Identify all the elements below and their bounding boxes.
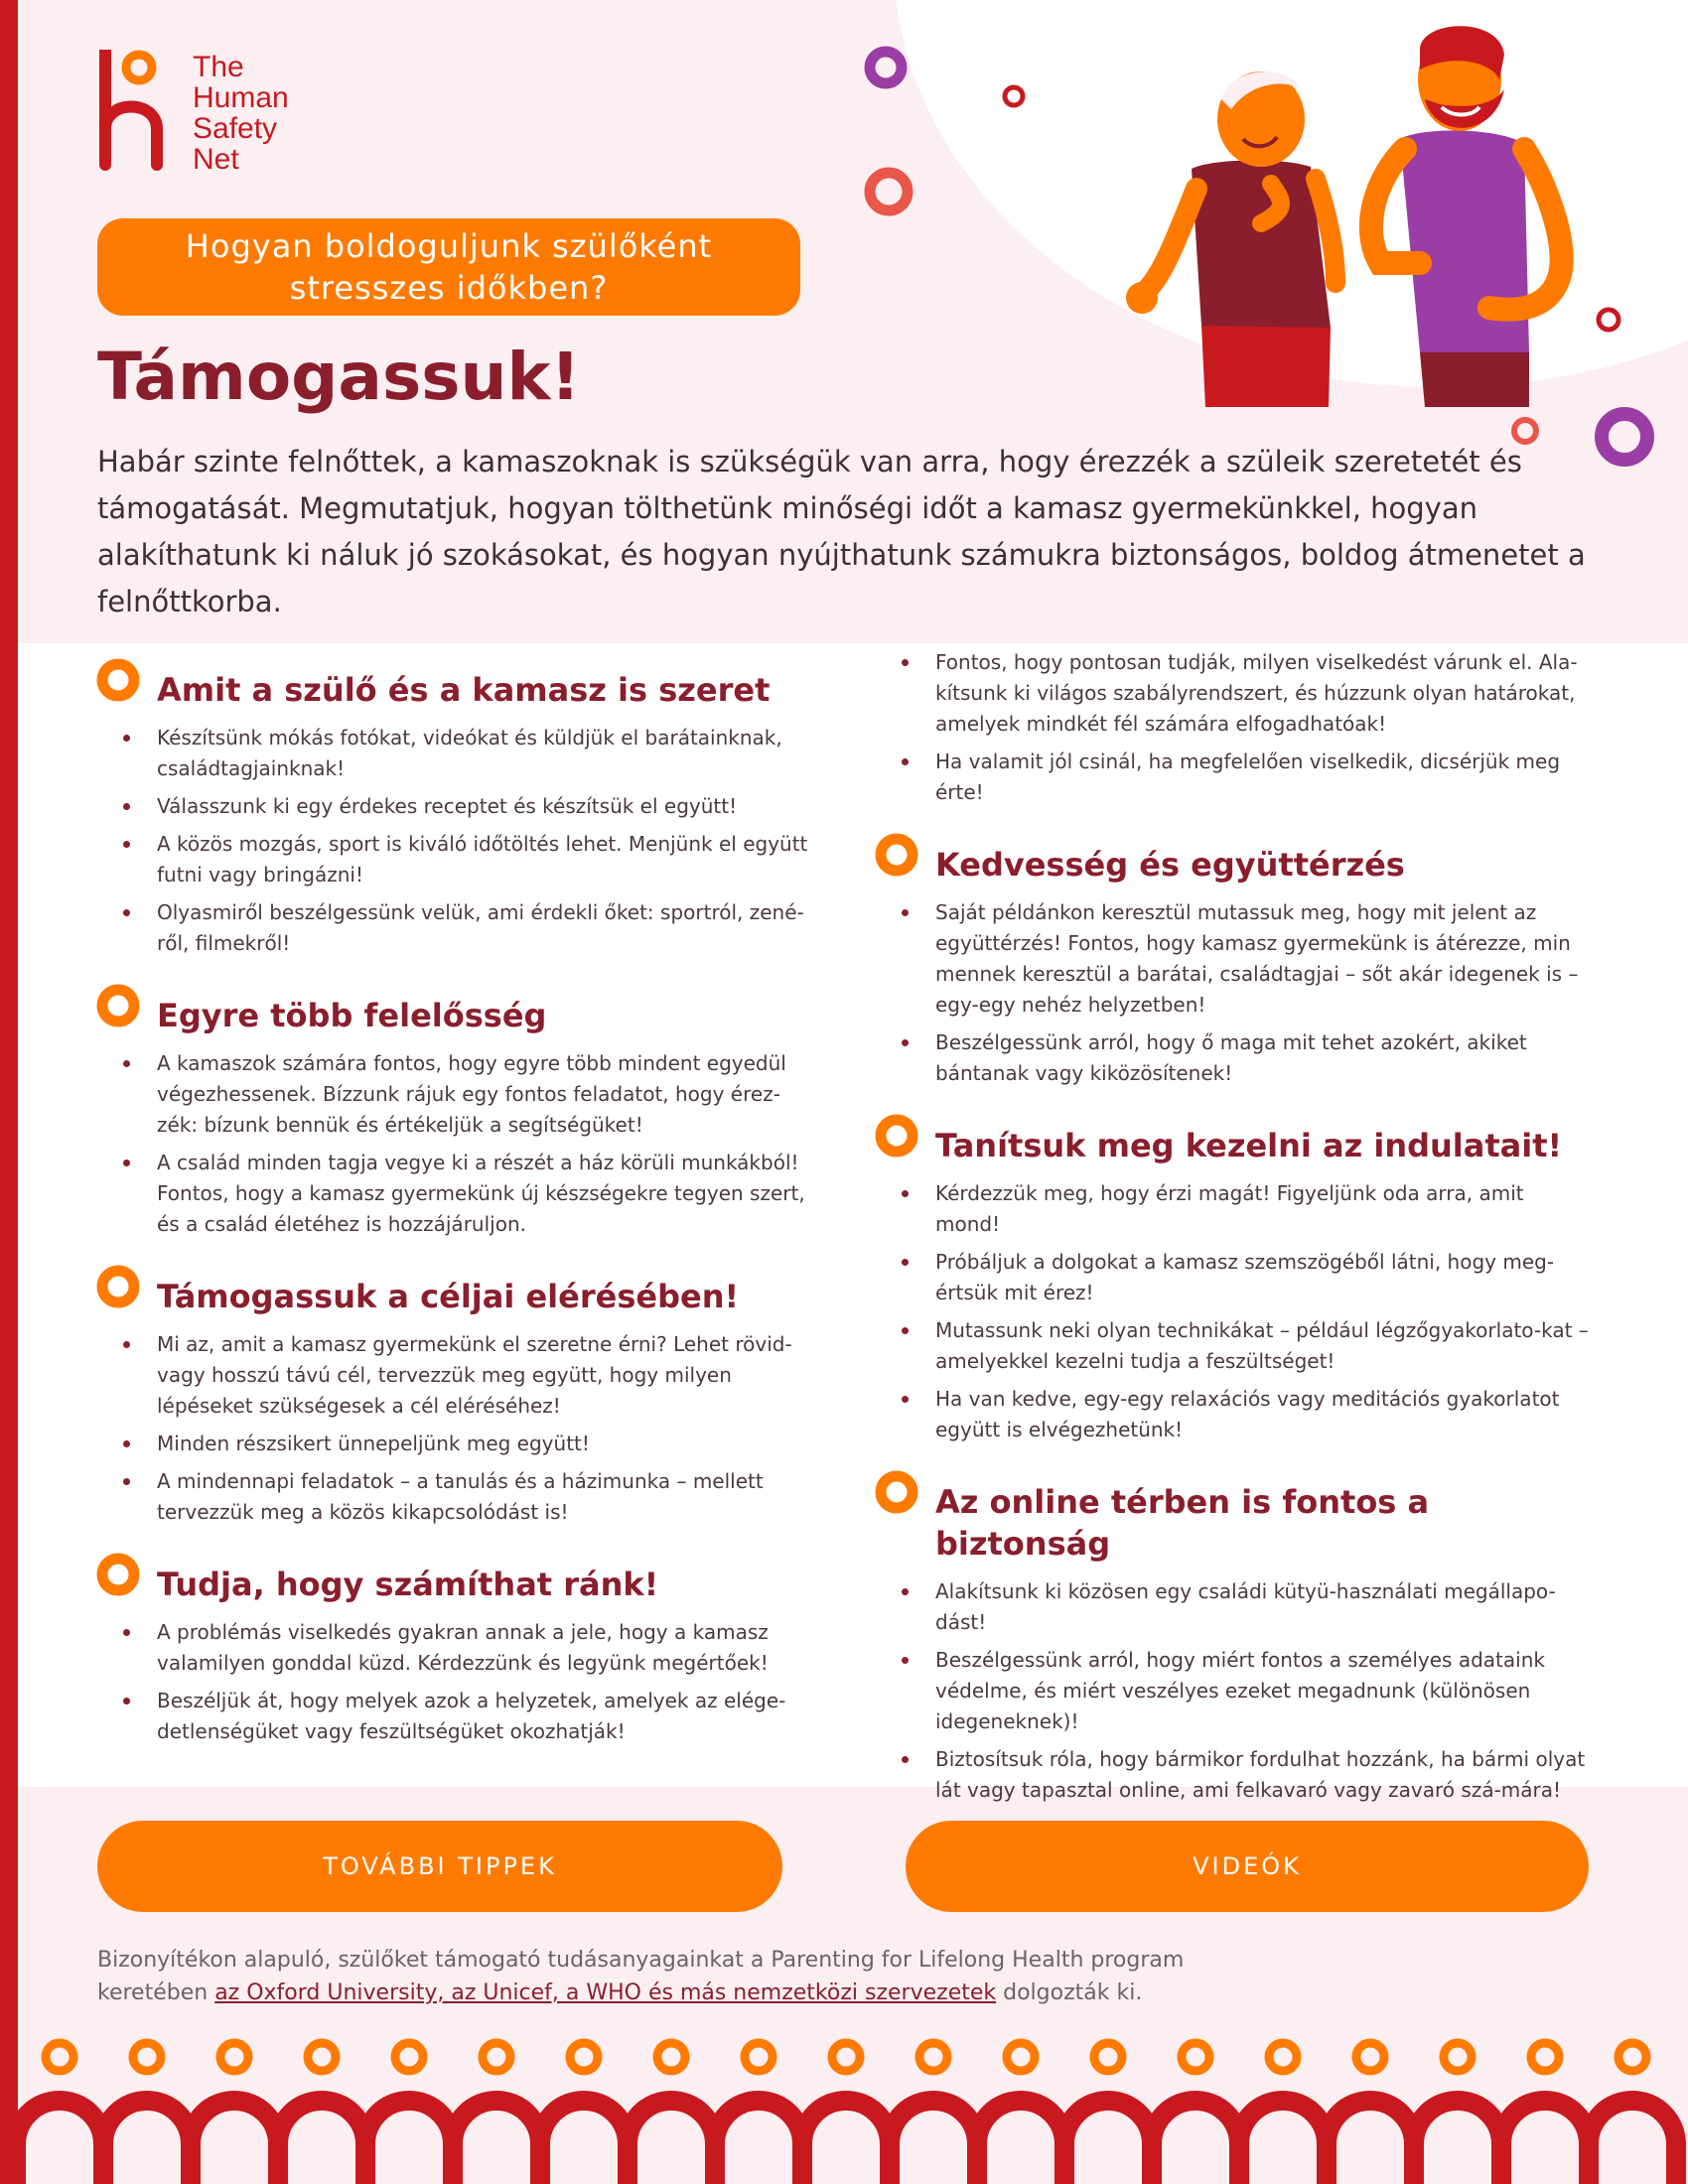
orange-ring-icon (95, 657, 141, 703)
list-item: Válasszunk ki egy érdekes receptet és készítsük el együtt! (157, 791, 810, 822)
section-kindness (874, 830, 1589, 1089)
brand-line: Safety (193, 112, 278, 145)
orange-ring-icon (874, 832, 919, 878)
list-item: Mi az, amit a kamasz gyermekünk el szeretne érni? Lehet rövid- vagy hosszú távú cél, tervezzük meg együtt, hogy milyen lépéseket szükségesek a cél eléréséhez! (157, 1329, 810, 1422)
list-item: Mutassunk neki olyan technikákat – például légzőgyakorlato-kat – amelyekkel kezelni tudja a feszültséget! (935, 1315, 1589, 1377)
list-item: A problémás viselkedés gyakran annak a jele, hogy a kamasz valamilyen gonddal küzd. Kérdezzünk és legyünk megértőek! (157, 1617, 810, 1679)
list-item: Biztosítsuk róla, hogy bármikor fordulhat hozzánk, ha bármi olyat lát vagy tapasztal online, ami felkavaró vagy zavaró szá-mára! (935, 1744, 1589, 1806)
list-item: A család minden tagja vegye ki a részét a ház körüli munkákból! Fontos, hogy a kamasz gyermekünk új készségekre tegyen szert, és a család életéhez is hozzájáruljon. (157, 1148, 810, 1240)
brand-wordmark (193, 52, 289, 175)
orange-ring-icon (95, 1264, 141, 1309)
subtitle-badge: Hogyan boldoguljunk szülőként stresszes időkben? (97, 218, 800, 316)
human-safety-net-logo-icon (95, 50, 169, 171)
source-note (97, 1944, 1587, 2009)
list-item: Minden részsikert ünnepeljünk meg együtt! (157, 1429, 810, 1459)
brand-line: Net (193, 143, 239, 176)
brand-logo[interactable] (95, 50, 289, 175)
section-shared-fun (95, 655, 810, 959)
people-illustration (1122, 10, 1678, 427)
list-item: Beszéljük át, hogy melyek azok a helyzetek, amelyek az elége-detlenségüket vagy feszültségüket okozhatják! (157, 1686, 810, 1747)
orange-ring-icon (874, 1113, 919, 1159)
section-online-safety (874, 1467, 1589, 1806)
right-column (874, 650, 1589, 1828)
list-item: Olyasmiről beszélgessünk velük, ami érdekli őket: sportról, zené-ről, filmekről! (157, 897, 810, 959)
page-title: Támogassuk! (97, 339, 581, 415)
list-item: Ha valamit jól csinál, ha megfelelően viselkedik, dicsérjük meg érte! (935, 747, 1589, 808)
decor-ring (1593, 304, 1624, 336)
list-item: Beszélgessünk arról, hogy miért fontos a személyes adataink védelme, és miért veszélyes ezeket megadnunk (különösen idegeneknek)! (935, 1645, 1589, 1737)
source-note-line: Bizonyítékon alapuló, szülőket támogató tudásanyagainkat a Parenting for Lifelong Health program (97, 1948, 1185, 1973)
section-title: Tanítsuk meg kezelni az indulatait! (935, 1127, 1563, 1164)
list-item: Ha van kedve, egy-egy relaxációs vagy meditációs gyakorlatot együtt is elvégezhetünk! (935, 1384, 1589, 1445)
list-item: A mindennapi feladatok – a tanulás és a házimunka – mellett tervezzük meg a közös kikapcsolódást is! (157, 1466, 810, 1528)
section-rules-continued (874, 647, 1589, 808)
section-title: Amit a szülő és a kamasz is szeret (157, 671, 771, 709)
decor-ring (862, 44, 910, 91)
brand-line: The (193, 51, 244, 83)
partners-link[interactable]: az Oxford University, az Unicef, a WHO és más nemzetközi szervezetek (214, 1980, 997, 2005)
list-item: Beszélgessünk arról, hogy ő maga mit tehet azokért, akiket bántanak vagy kiközösítenek! (935, 1027, 1589, 1089)
intro-paragraph: Habár szinte felnőttek, a kamaszoknak is szükségük van arra, hogy érezzék a szüleik szeretetét és támogatását. Megmutatjuk, hogyan tölthetünk minőségi időt a kamasz gyermekünkkel, hogyan alakíthatunk ki náluk jó szokásokat, és hogyan nyújthatunk számukra biztonságos, boldog átmenetet a felnőttkorba. (97, 445, 1586, 618)
videos-button[interactable]: VIDEÓK (906, 1821, 1589, 1912)
source-note-suffix: dolgozták ki. (996, 1980, 1143, 2005)
list-item: Kérdezzük meg, hogy érzi magát! Figyeljünk oda arra, amit mond! (935, 1178, 1589, 1240)
source-note-prefix: keretében (97, 1980, 215, 2005)
list-item: Alakítsunk ki közösen egy családi kütyü-használati megállapo-dást! (935, 1576, 1589, 1638)
list-item: Fontos, hogy pontosan tudják, milyen viselkedést várunk el. Ala-kítsunk ki világos szabályrendszert, és húzzunk olyan határokat, amelyek mindkét fél számára elfogadhatóak! (935, 647, 1589, 740)
list-item: A kamaszok számára fontos, hogy egyre több mindent egyedül végezhessenek. Bízzunk rájuk egy fontos feladatot, hogy érez-zék: bízunk bennük és értékeljük a segítségüket! (157, 1048, 810, 1141)
list-item: Készítsünk mókás fotókat, videókat és küldjük el barátainknak, családtagjainknak! (157, 723, 810, 784)
section-title: Egyre több felelősség (157, 997, 547, 1034)
brand-line: Human (193, 81, 289, 114)
more-tips-button[interactable]: TOVÁBBI TIPPEK (97, 1821, 782, 1912)
orange-ring-icon (874, 1469, 919, 1515)
source-note-line (97, 1977, 1587, 2009)
section-reliance (95, 1550, 810, 1747)
orange-ring-icon (95, 1552, 141, 1597)
section-title: Az online térben is fontos a biztonság (935, 1483, 1430, 1563)
list-item: Saját példánkon keresztül mutassuk meg, hogy mit jelent az együttérzés! Fontos, hogy kamasz gyermekünk is átérezze, min mennek keresztül a barátai, családtagjai – sőt akár idegenek is – egy-egy nehéz helyzetben! (935, 897, 1589, 1021)
section-title: Kedvesség és együttérzés (935, 846, 1405, 884)
bottom-arches-pattern (18, 2025, 1688, 2184)
decor-ring (999, 81, 1029, 111)
left-accent-bar (0, 0, 18, 2184)
section-goals (95, 1262, 810, 1528)
section-title: Támogassuk a céljai elérésében! (157, 1278, 740, 1315)
section-emotions (874, 1111, 1589, 1445)
decor-ring (862, 165, 915, 218)
list-item: Próbáljuk a dolgokat a kamasz szemszögéből látni, hogy meg-értsük mit érez! (935, 1247, 1589, 1308)
section-title: Tudja, hogy számíthat ránk! (157, 1566, 659, 1603)
left-column (95, 655, 810, 1769)
list-item: A közös mozgás, sport is kiváló időtöltés lehet. Menjünk el együtt futni vagy bringázni! (157, 829, 810, 890)
section-responsibility (95, 981, 810, 1240)
orange-ring-icon (95, 983, 141, 1028)
